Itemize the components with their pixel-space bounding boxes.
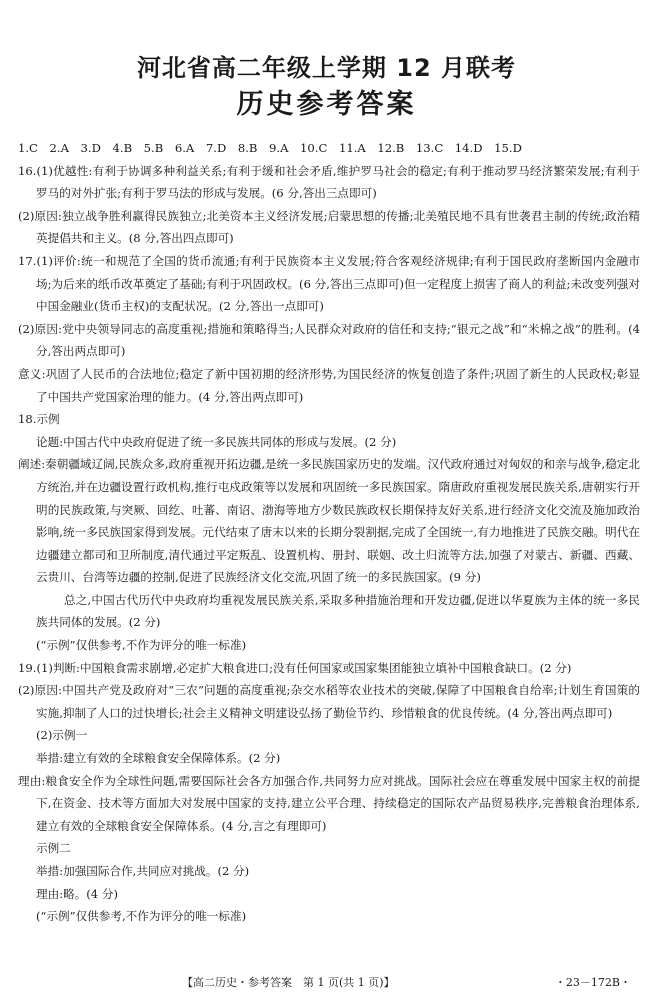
answer-19-1-judgement: 19.(1)判断:中国粮食需求剧增,必定扩大粮食进口;没有任何国家或国家集团能独立填补中国粮食缺口。(2 分) (18, 660, 572, 675)
answer-18-elaboration: 阐述:秦朝疆域辽阔,民族众多,政府重视开拓边疆,是统一多民族国家历史的发端。汉代政府通过对匈奴的和亲与战争,稳定北方统治,并在边疆设置行政机构,推行屯戍政策等以发展和巩固统一多民族国家。隋唐政府重视发展民族关系,唐朝实行开明的民族政策,与突厥、回纥、吐蕃、南诏、渤海等地方少数民族政权长期保持友好关系,进行经济文化交流及施加政治影响,统一多民族国家得到发展。元代结束了唐末以来的长期分裂割据,完成了全国统一,有力地推进了民族交融。明代在边疆建立都司和卫所制度,清代通过平定叛乱、设置机构、册封、联姻、改土归流等方法,加强了对蒙古、新疆、西藏、云贵川、台湾等边疆的控制,促进了民族经济文化交流,巩固了统一的多民族国家。(9 分) (18, 457, 640, 585)
answer-content (18, 137, 640, 928)
answer-18-conclusion: 总之,中国古代历代中央政府均重视发展民族关系,采取多种措施治理和开发边疆,促进以华夏族为主体的统一多民族共同体的发展。(2 分) (36, 592, 640, 630)
answer-19-2-measure2: 举措:加强国际合作,共同应对挑战。(2 分) (36, 864, 250, 878)
answer-19-2-example2: 示例二 (36, 841, 71, 856)
answer-17-2-significance: 意义:巩固了人民币的合法地位;稳定了新中国初期的经济形势,为国民经济的恢复创造了条件;巩固了新生的人民政权;彰显了中国共产党国家治理的能力。(4 分,答出两点即可) (18, 366, 640, 404)
answer-19-2-rationale2: 理由:略。(4 分) (36, 886, 118, 901)
answer-19-2-rationale1: 理由:粮食安全作为全球性问题,需要国际社会各方加强合作,共同努力应对挑战。国际社会应在尊重发展中国家主权的前提下,在资金、技术等方面加大对发展中国家的支持,建立公平合理、持续稳定的国际农产品贸易秩序,完善粮食治理体系,建立有效的全球粮食安全保障体系。(4 分,言之有理即可) (18, 773, 640, 833)
answer-17-2-reason: (2)原因:党中央领导同志的高度重视;措施和策略得当;人民群众对政府的信任和支持;“银元之战”和“米棉之战”的胜利。(4 分,答出两点即可) (18, 321, 640, 359)
multiple-choice-answers: 1.C 2.A 3.D 4.B 5.B 6.A 7.D 8.B 9.A 10.C 11.A 12.B 13.C 14.D 15.D (18, 141, 522, 155)
answer-16-1: 16.(1)优越性:有利于协调多种利益关系;有利于缓和社会矛盾,维护罗马社会的稳定;有利于推动罗马经济繁荣发展;有利于罗马的对外扩张;有利于罗马法的形成与发展。(6 分,答出三点即可) (18, 163, 640, 201)
footer-exam-code: ・23－172B・ (554, 976, 631, 989)
answer-18-heading: 18.示例 (18, 412, 60, 427)
document-title: 河北省高二年级上学期 12 月联考 (136, 54, 517, 82)
answer-19-2-example1: (2)示例一 (36, 728, 88, 743)
page-footer (0, 974, 653, 992)
footer-page-info: 【高二历史・参考答案 第 1 页(共 1 页)】 (182, 976, 395, 989)
answer-17-1: 17.(1)评价:统一和规范了全国的货币流通;有利于民族资本主义发展;符合客观经济规律;有利于国民政府垄断国内金融市场;为后来的纸币改革奠定了基础;有利于巩固政权。(6 分,答出三点即可)但一定程度上损害了商人的利益;未改变列强对中国金融业(货币主权)的支配状况。(2 分,答出一点即可) (18, 253, 640, 314)
answer-19-2-measure1: 举措:建立有效的全球粮食安全保障体系。(2 分) (36, 751, 281, 766)
answer-18-thesis: 论题:中国古代中央政府促进了统一多民族共同体的形成与发展。(2 分) (36, 434, 397, 449)
document-subtitle: 历史参考答案 (236, 89, 417, 120)
answer-18-note: (“示例”仅供参考,不作为评分的唯一标准) (36, 638, 247, 653)
answer-19-1-reason: (2)原因:中国共产党及政府对“三农”问题的高度重视;杂交水稻等农业技术的突破,保障了中国粮食自给率;计划生育国策的实施,抑制了人口的过快增长;社会主义精神文明建设弘扬了勤俭节约、珍惜粮食的优良传统。(4 分,答出两点即可) (18, 683, 640, 720)
answer-19-note: (“示例”仅供参考,不作为评分的唯一标准) (36, 909, 247, 924)
answer-16-2: (2)原因:独立战争胜利赢得民族独立;北美资本主义经济发展;启蒙思想的传播;北美殖民地不具有世袭君主制的传统;政治精英提倡共和主义。(8 分,答出四点即可) (18, 208, 640, 246)
